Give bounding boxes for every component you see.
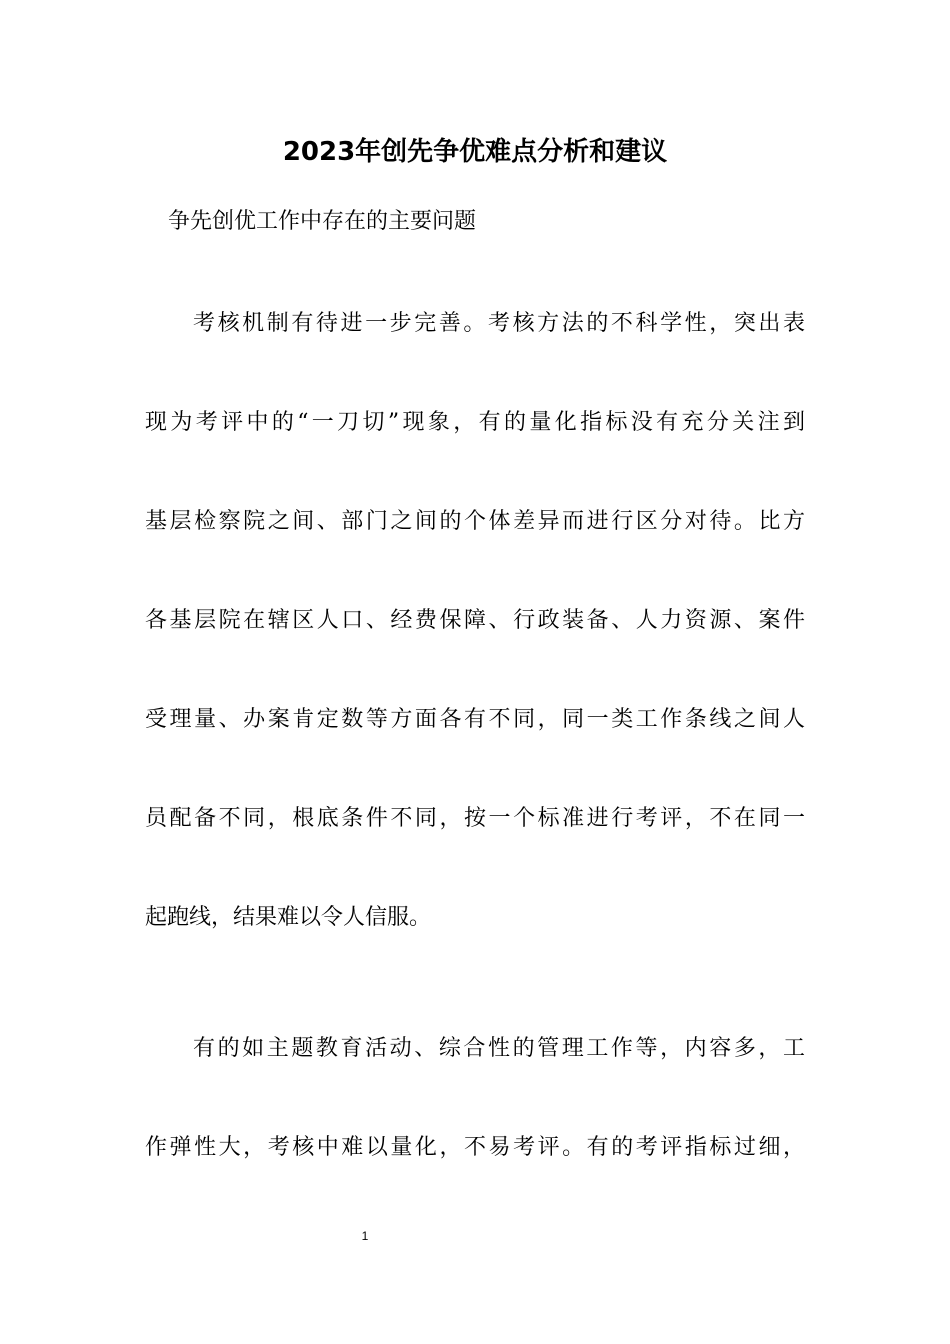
- paragraph-line: 基层检察院之间、部门之间的个体差异而进行区分对待。比方: [145, 509, 805, 534]
- document-title: 2023年创先争优难点分析和建议: [282, 137, 668, 167]
- paragraph-line: 各基层院在辖区人口、经费保障、行政装备、人力资源、案件: [145, 608, 805, 633]
- paragraph-line: 现为考评中的“一刀切”现象，有的量化指标没有充分关注到: [145, 410, 805, 435]
- page-number: 1: [361, 1229, 369, 1243]
- paragraph-line: 员配备不同，根底条件不同，按一个标准进行考评，不在同一: [145, 806, 805, 831]
- paragraph-line: 起跑线，结果难以令人信服。: [145, 905, 432, 930]
- paragraph-line: 作弹性大，考核中难以量化，不易考评。有的考评指标过细，: [145, 1135, 805, 1160]
- paragraph-line: 有的如主题教育活动、综合性的管理工作等，内容多，工: [193, 1036, 805, 1061]
- paragraph-line: 考核机制有待进一步完善。考核方法的不科学性，突出表: [193, 311, 805, 336]
- section-heading: 争先创优工作中存在的主要问题: [168, 209, 477, 234]
- paragraph-line: 受理量、办案肯定数等方面各有不同，同一类工作条线之间人: [145, 707, 805, 732]
